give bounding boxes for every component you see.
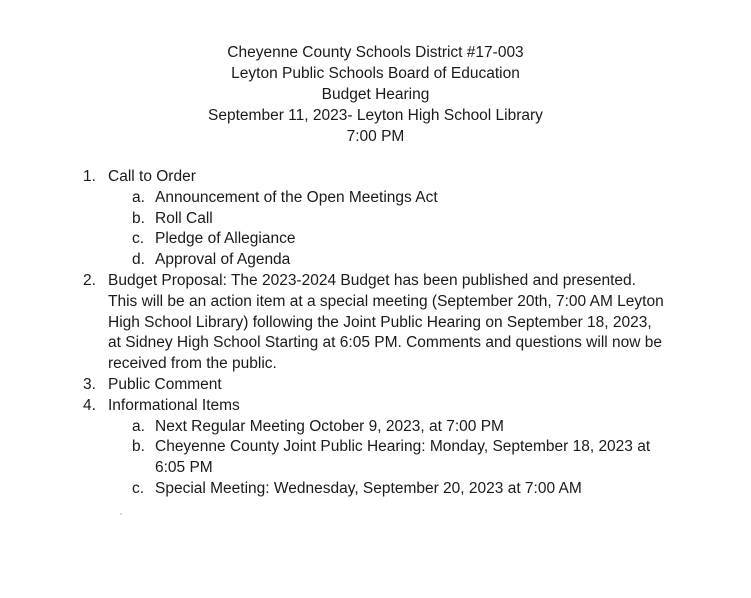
subitem-text: Special Meeting: Wednesday, September 20, 2023 at 7:00 AM <box>155 479 582 497</box>
subitem-next-regular-meeting <box>0 417 680 438</box>
subitem-open-meetings-act <box>0 188 680 209</box>
agenda-item-budget-proposal <box>0 271 668 375</box>
subitem-roll-call <box>0 209 680 230</box>
subitem-pledge <box>0 229 680 250</box>
item-number: 1. <box>83 168 96 185</box>
subitem-letter: a. <box>132 188 145 206</box>
subitem-text: Approval of Agenda <box>155 251 291 269</box>
subitem-text: Announcement of the Open Meetings Act <box>155 188 438 206</box>
subitem-approval-agenda <box>0 250 680 271</box>
subitem-text: Cheyenne County Joint Public Hearing: Monday, September 18, 2023 at 6:05 PM <box>155 438 651 477</box>
document-header <box>0 42 751 147</box>
meeting-title: Budget Hearing <box>321 86 430 103</box>
subitem-letter: a. <box>132 417 145 435</box>
item-number: 2. <box>83 271 96 289</box>
item-text: Call to Order <box>108 168 196 185</box>
subitem-text: Next Regular Meeting October 9, 2023, at 7:00 PM <box>155 417 504 435</box>
item-text: Informational Items <box>108 396 240 414</box>
subitem-special-meeting <box>0 479 680 500</box>
subitem-letter: b. <box>132 209 145 227</box>
district-title: Cheyenne County Schools District #17-003 <box>227 44 524 61</box>
subitem-joint-public-hearing <box>0 437 680 479</box>
item-number: 4. <box>83 396 96 414</box>
subitem-letter: c. <box>132 230 145 248</box>
agenda-item-public-comment <box>0 375 668 396</box>
board-title: Leyton Public Schools Board of Education <box>231 65 520 82</box>
agenda-list <box>0 167 751 500</box>
subitem-letter: d. <box>132 251 145 269</box>
subitem-letter: c. <box>132 479 145 497</box>
meeting-date-location: September 11, 2023- Leyton High School Library <box>208 107 543 124</box>
item-text: Public Comment <box>108 375 222 393</box>
subitem-text: Roll Call <box>155 209 213 227</box>
subitem-text: Pledge of Allegiance <box>155 230 296 248</box>
item-number: 3. <box>83 375 96 393</box>
agenda-item-call-to-order <box>0 167 668 188</box>
subitem-letter: b. <box>132 438 145 456</box>
scan-speck <box>120 513 122 515</box>
meeting-time: 7:00 PM <box>346 128 405 145</box>
item-text: Budget Proposal: The 2023-2024 Budget has been published and presented. This will be an action item at a special meeting (September 20th, 7:00 AM Leyton High School Library) following the Joint Public Hearing on September 18, 2023, at Sidney High School Starting at 6:05 PM. Comments and questions will now be received from the public. <box>108 271 664 373</box>
agenda-item-informational <box>0 396 668 417</box>
